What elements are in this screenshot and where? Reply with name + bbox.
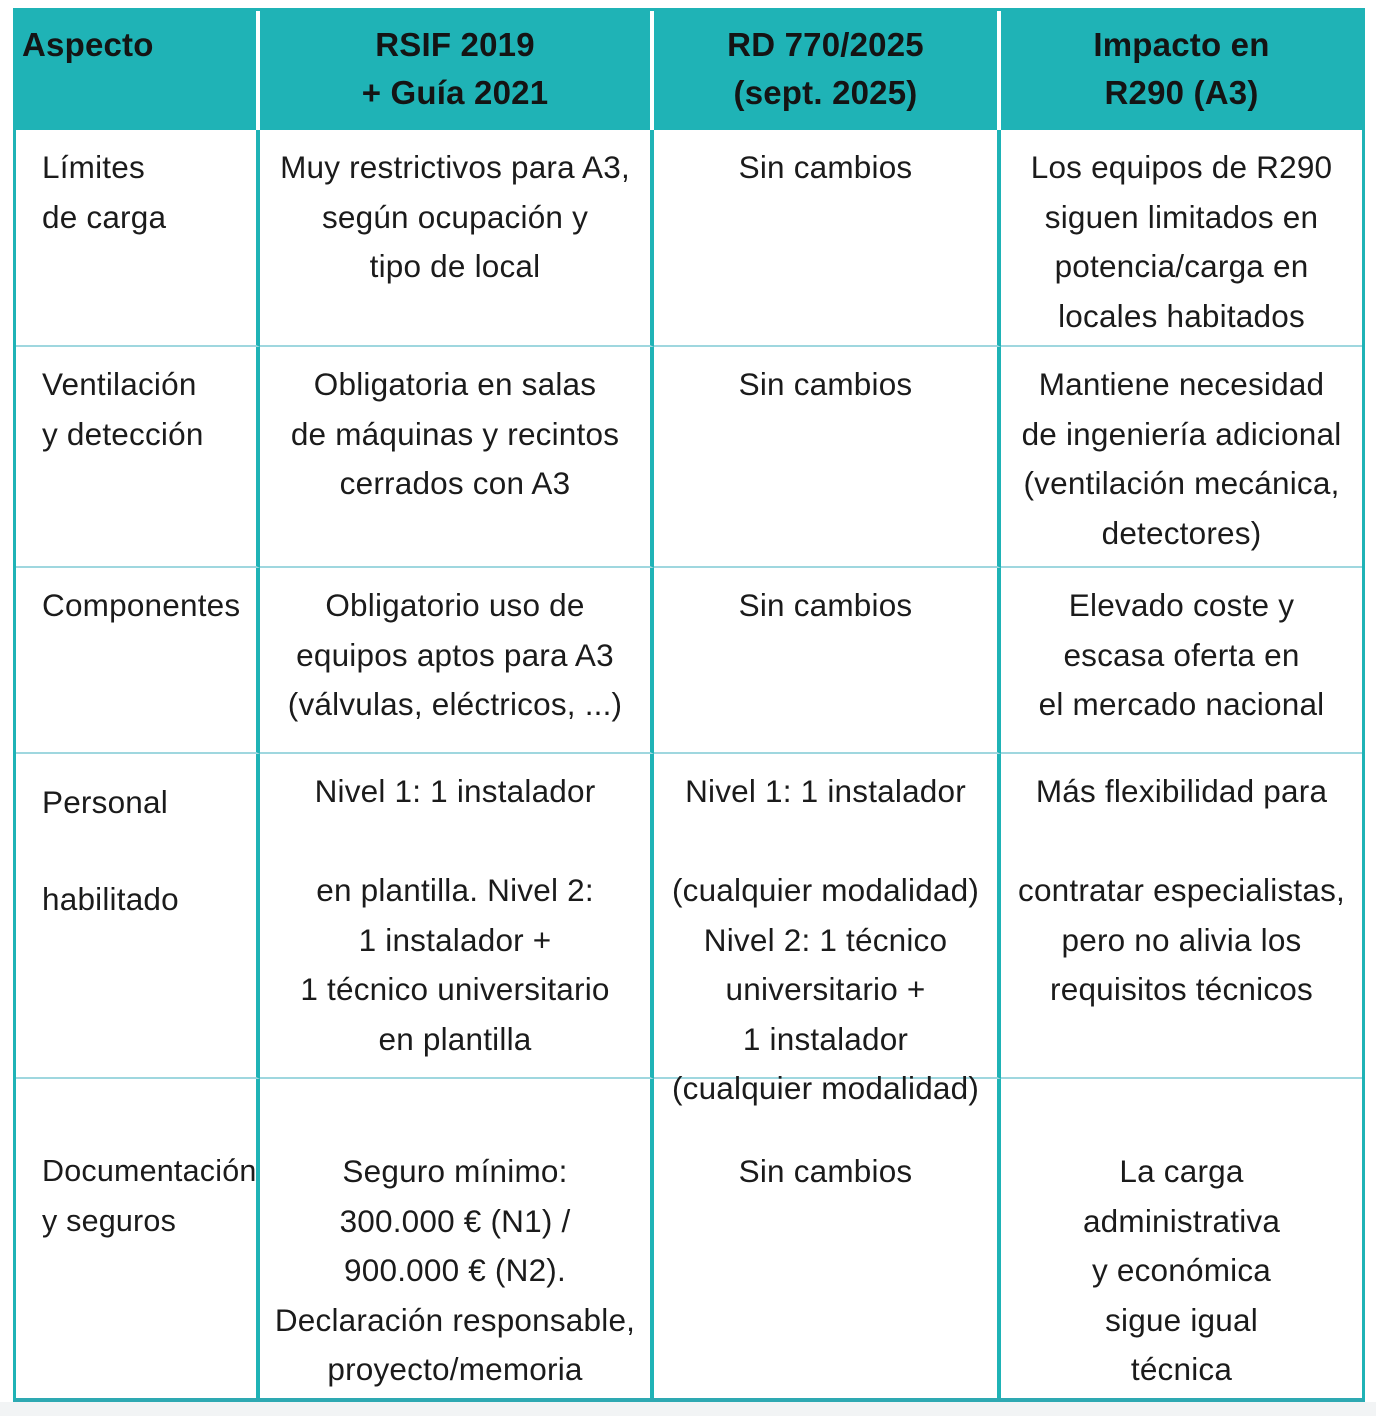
comparison-table	[13, 8, 1365, 1402]
row-limites-aspect: Límites de carga	[16, 130, 260, 347]
row-documentacion-impact: La carga administrativa y económica sigue igual técnica	[1082, 1153, 1281, 1387]
row-personal-impact: Más flexibilidad para contratar especialistas, pero no alivia los requisitos técnicos	[1001, 754, 1362, 1079]
row-documentacion-rd: Sin cambios	[654, 1079, 1001, 1398]
header-impacto: Impacto en R290 (A3)	[1001, 11, 1362, 130]
row-ventilacion-rsif: Obligatoria en salas de máquinas y recintos cerrados con A3	[260, 347, 654, 568]
row-limites-rsif: Muy restrictivos para A3, según ocupación y tipo de local	[260, 130, 654, 347]
row-componentes-rsif: Obligatorio uso de equipos aptos para A3 (válvulas, eléctricos, ...)	[260, 568, 654, 754]
row-personal-rd: Nivel 1: 1 instalador (cualquier modalidad) Nivel 2: 1 técnico universitario + 1 instalador (cualquier modalidad)	[654, 754, 1001, 1079]
table-grid	[16, 11, 1362, 1398]
row-limites-impact: Los equipos de R290 siguen limitados en potencia/carga en locales habitados	[1001, 130, 1362, 347]
page-bottom-margin	[0, 1402, 1376, 1416]
row-componentes-rd: Sin cambios	[654, 568, 1001, 754]
row-componentes-aspect: Componentes	[16, 568, 260, 754]
row-personal-aspect: Personal habilitado	[16, 754, 260, 1079]
row-limites-rd: Sin cambios	[654, 130, 1001, 347]
row-componentes-impact: Elevado coste y escasa oferta en el mercado nacional	[1001, 568, 1362, 754]
header-aspecto: Aspecto	[16, 11, 260, 130]
row-documentacion-rsif: Seguro mínimo: 300.000 € (N1) / 900.000 € (N2). Declaración responsable, proyecto/memoria	[260, 1079, 654, 1398]
row-documentacion-aspect: Documentación y seguros	[16, 1079, 260, 1398]
row-ventilacion-rd: Sin cambios	[654, 347, 1001, 568]
header-rsif: RSIF 2019 + Guía 2021	[260, 11, 654, 130]
row-ventilacion-impact: Mantiene necesidad de ingeniería adicional (ventilación mecánica, detectores)	[1001, 347, 1362, 568]
row-personal-rsif: Nivel 1: 1 instalador en plantilla. Nivel 2: 1 instalador + 1 técnico universitario en plantilla	[260, 754, 654, 1079]
row-ventilacion-aspect: Ventilación y detección	[16, 347, 260, 568]
header-rd: RD 770/2025 (sept. 2025)	[654, 11, 1001, 130]
